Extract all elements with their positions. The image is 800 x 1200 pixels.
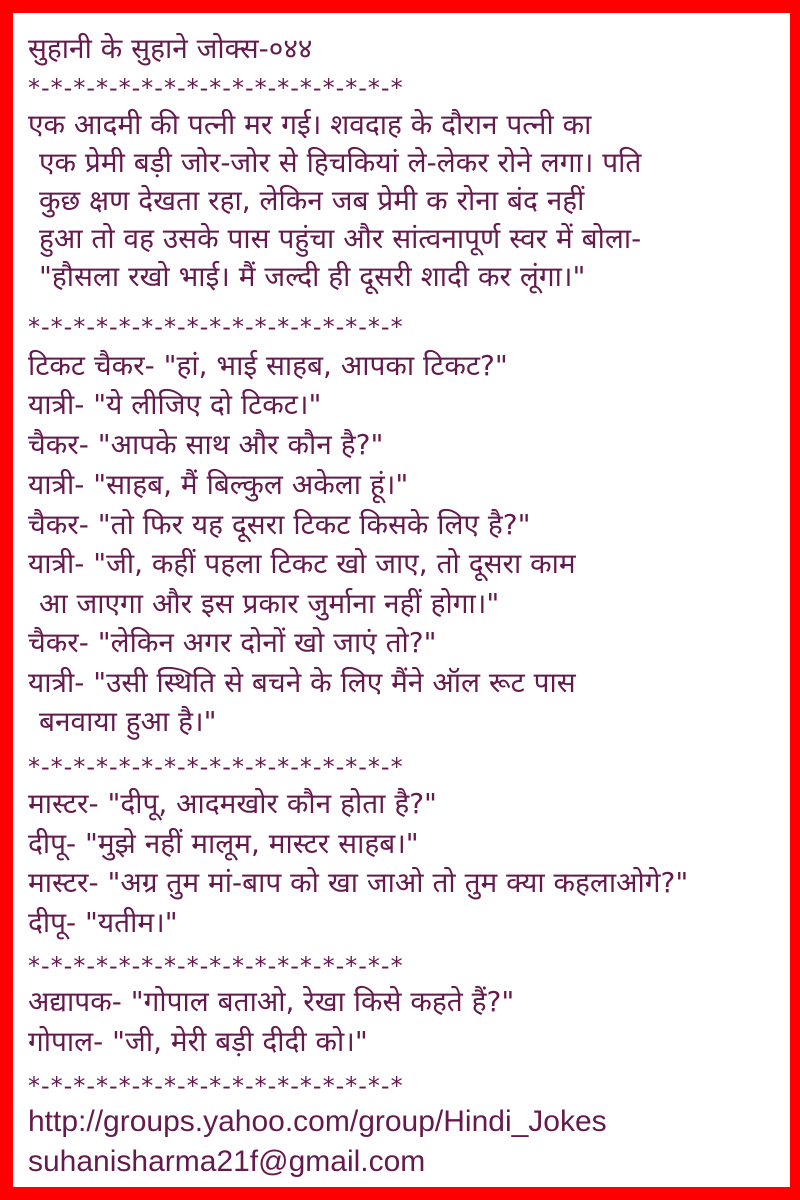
joke1-line: कुछ क्षण देखता रहा, लेकिन जब प्रेमी क रोना बंद नहीं <box>39 184 585 217</box>
separator: *-*-*-*-*-*-*-*-*-*-*-*-*-*-*-*-* <box>28 1072 404 1100</box>
joke1-line: एक प्रेमी बड़ी जोर-जोर से हिचकियां ले-लेकर रोने लगा। पति <box>39 146 642 179</box>
joke2-line: चैकर- "तो फिर यह दूसरा टिकट किसके लिए है?" <box>28 508 531 541</box>
separator: *-*-*-*-*-*-*-*-*-*-*-*-*-*-*-*-* <box>28 74 404 102</box>
joke4-line: गोपाल- "जी, मेरी बड़ी दीदी को।" <box>28 1025 368 1058</box>
joke1-line: एक आदमी की पत्नी मर गई। शवदाह के दौरान पत्नी का <box>28 108 592 141</box>
joke2-line: यात्री- "साहब, मैं बिल्कुल अकेला हूं।" <box>28 468 409 501</box>
joke2-line: टिकट चैकर- "हां, भाई साहब, आपका टिकट?" <box>28 349 508 382</box>
page-title: सुहानी के सुहाने जोक्स-०४४ <box>28 32 313 65</box>
joke1-line: हुआ तो वह उसके पास पहुंचा और सांत्वनापूर्ण स्वर में बोला- <box>39 222 642 255</box>
separator: *-*-*-*-*-*-*-*-*-*-*-*-*-*-*-*-* <box>28 753 404 781</box>
joke2-line: यात्री- "उसी स्थिति से बचने के लिए मैंने ऑल रूट पास <box>28 666 576 699</box>
group-url: http://groups.yahoo.com/group/Hindi_Jokes <box>28 1105 607 1138</box>
joke2-line: यात्री- "ये लीजिए दो टिकट।" <box>28 388 322 421</box>
joke3-line: मास्टर- "दीपू, आदमखोर कौन होता है?" <box>28 787 437 820</box>
separator: *-*-*-*-*-*-*-*-*-*-*-*-*-*-*-*-* <box>28 952 404 980</box>
joke2-line: यात्री- "जी, कहीं पहला टिकट खो जाए, तो दूसरा काम <box>28 547 576 580</box>
joke3-line: दीपू- "यतीम।" <box>28 906 178 939</box>
contact-email: suhanisharma21f@gmail.com <box>28 1145 426 1178</box>
joke2-line: आ जाएगा और इस प्रकार जुर्माना नहीं होगा।" <box>39 587 500 620</box>
joke-page <box>13 13 790 1187</box>
joke3-line: मास्टर- "अग्र तुम मां-बाप को खा जाओ तो तुम क्या कहलाओगे?" <box>28 866 689 899</box>
joke1-line: "हौसला रखो भाई। मैं जल्दी ही दूसरी शादी कर लूंगा।" <box>39 260 586 293</box>
joke3-line: दीपू- "मुझे नहीं मालूम, मास्टर साहब।" <box>28 827 419 860</box>
joke2-line: बनवाया हुआ है।" <box>39 705 217 738</box>
separator: *-*-*-*-*-*-*-*-*-*-*-*-*-*-*-*-* <box>28 313 404 341</box>
joke2-line: चैकर- "लेकिन अगर दोनों खो जाएं तो?" <box>28 626 437 659</box>
joke2-line: चैकर- "आपके साथ और कौन है?" <box>28 428 384 461</box>
joke4-line: अद्यापक- "गोपाल बताओ, रेखा किसे कहते हैं?" <box>28 985 515 1018</box>
